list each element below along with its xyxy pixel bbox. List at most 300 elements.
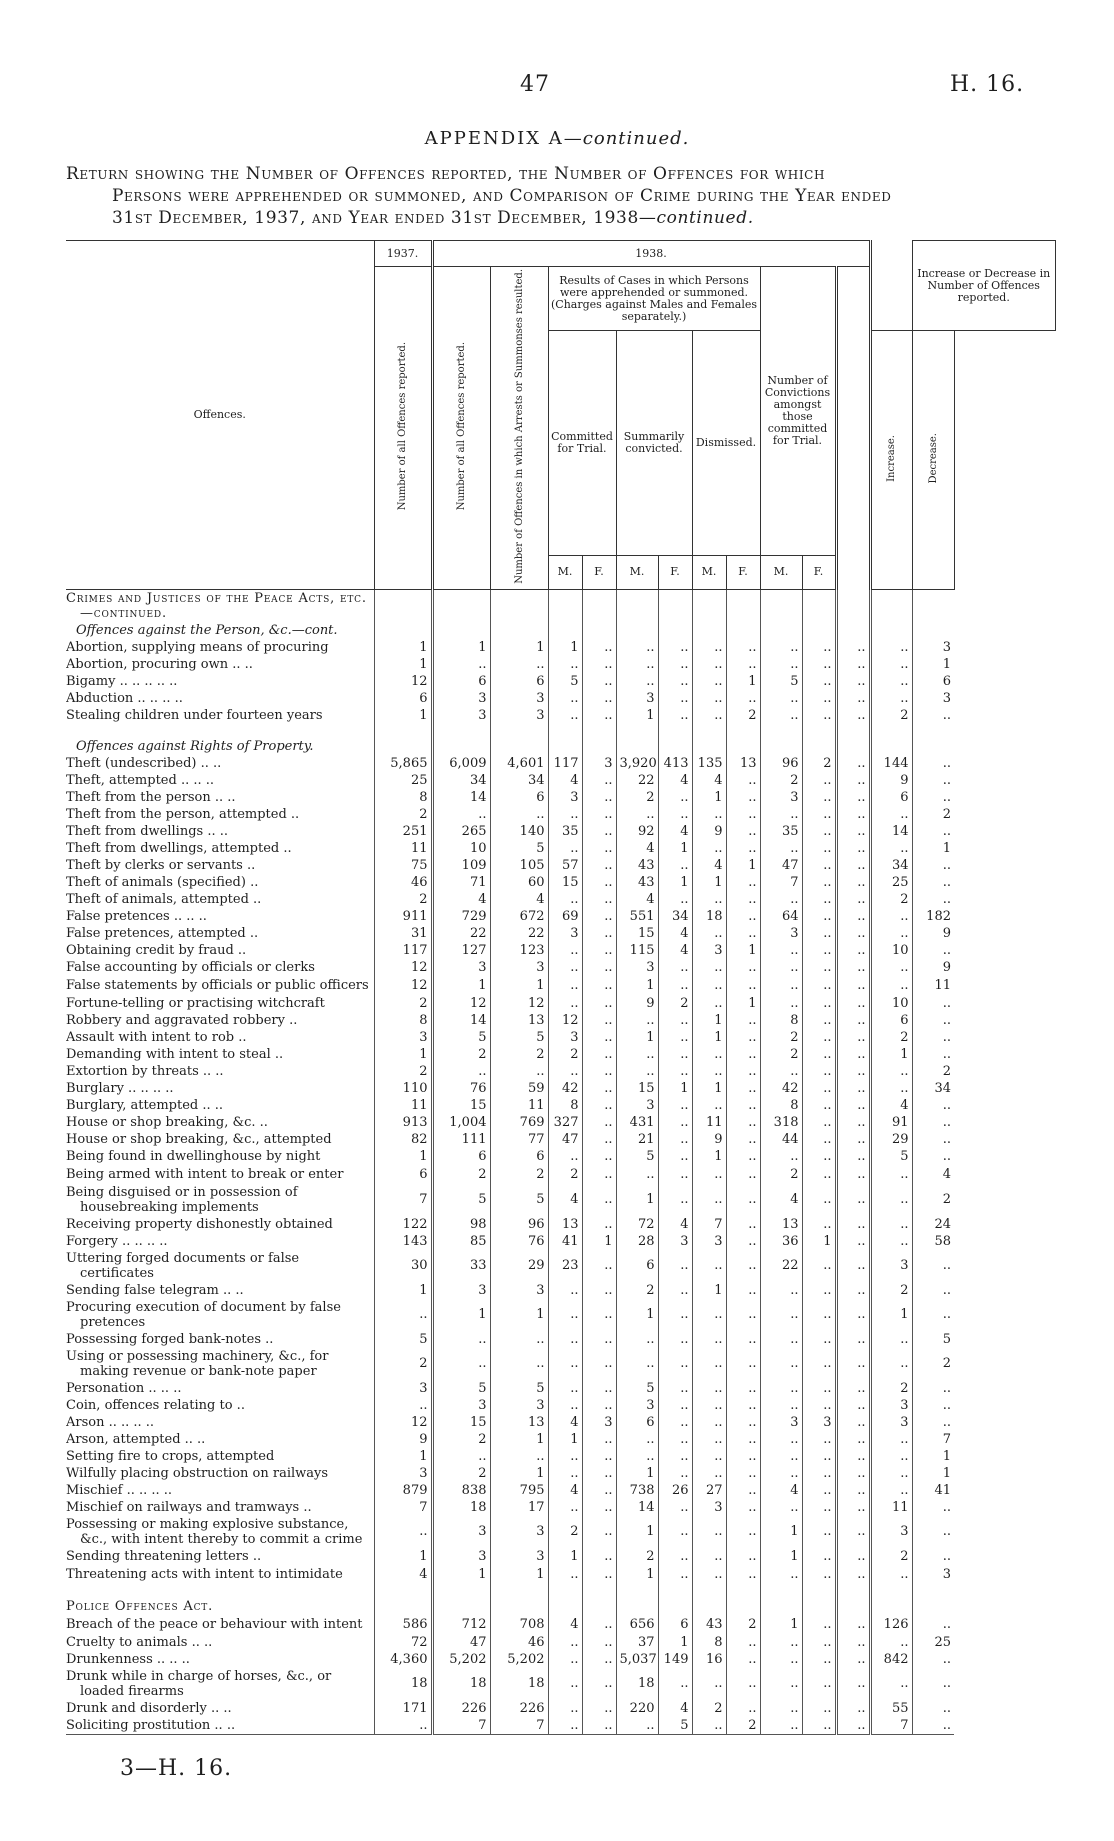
value-cell: ..	[658, 639, 692, 656]
table-row	[66, 1516, 1056, 1548]
value-cell: ..	[836, 976, 870, 995]
value-cell: 10	[870, 995, 912, 1012]
value-cell: ..	[658, 690, 692, 707]
value-cell: ..	[548, 891, 582, 908]
offence-label: Drunkenness .. .. ..	[66, 1651, 190, 1667]
value-cell: 8	[374, 1012, 432, 1029]
value-cell: 3	[616, 1397, 658, 1414]
table-row	[66, 959, 1056, 976]
table-row	[66, 789, 1056, 806]
value-cell: 4	[870, 1097, 912, 1114]
value-cell: ..	[582, 1448, 616, 1465]
value-cell: ..	[870, 1331, 912, 1348]
value-cell: ..	[836, 1499, 870, 1516]
value-cell: ..	[692, 891, 726, 908]
offence-label-text: False statements by officials or public officers	[66, 977, 369, 993]
value-cell	[692, 1598, 726, 1615]
value-cell: ..	[582, 1465, 616, 1482]
value-cell: ..	[726, 806, 760, 823]
value-cell: ..	[836, 789, 870, 806]
value-cell: ..	[658, 857, 692, 874]
value-cell: ..	[836, 1216, 870, 1233]
value-cell: 96	[490, 1216, 548, 1233]
offences-header: Offences.	[66, 241, 374, 590]
section-heading-row	[66, 589, 1056, 622]
value-cell: 12	[374, 976, 432, 995]
value-cell: ..	[692, 1331, 726, 1348]
value-cell: ..	[658, 1046, 692, 1063]
offence-label: Theft, attempted .. .. ..	[66, 772, 215, 788]
value-cell: 135	[692, 755, 726, 772]
table-row	[66, 1165, 1056, 1184]
value-cell	[490, 738, 548, 755]
value-cell: ..	[548, 707, 582, 724]
value-cell: ..	[760, 1299, 802, 1331]
table-row	[66, 1080, 1056, 1097]
caption-line-text: 31st December, 1937, and Year ended 31st December, 1938	[112, 208, 639, 228]
value-cell: 1	[490, 1431, 548, 1448]
value-cell: ..	[760, 1651, 802, 1668]
value-cell: 769	[490, 1114, 548, 1131]
convictions-header: Number of Convictions amongst those committed for Trial.	[760, 267, 836, 556]
value-cell: 1	[870, 1046, 912, 1063]
value-cell: 6	[616, 1250, 658, 1282]
value-cell: ..	[836, 1250, 870, 1282]
value-cell: 6	[870, 789, 912, 806]
value-cell: 44	[760, 1131, 802, 1148]
value-cell: 4,601	[490, 755, 548, 772]
offence-label: House or shop breaking, &c., attempted	[66, 1131, 332, 1147]
value-cell: 5	[490, 840, 548, 857]
value-cell: ..	[802, 1080, 836, 1097]
value-cell: ..	[802, 1165, 836, 1184]
value-cell: ..	[548, 1634, 582, 1651]
value-cell: 5	[432, 1380, 490, 1397]
value-cell: ..	[726, 690, 760, 707]
offence-label: Forgery .. .. .. ..	[66, 1233, 168, 1249]
value-cell: 2	[432, 1165, 490, 1184]
offence-label	[66, 1584, 374, 1598]
summarily-m-header: M.	[616, 555, 658, 589]
value-cell	[802, 724, 836, 738]
value-cell: 4	[432, 891, 490, 908]
value-cell: ..	[836, 1282, 870, 1299]
value-cell: ..	[870, 690, 912, 707]
value-cell: ..	[726, 1250, 760, 1282]
value-cell: ..	[658, 1499, 692, 1516]
value-cell: 14	[616, 1499, 658, 1516]
value-cell: 1	[432, 639, 490, 656]
value-cell: 72	[374, 1634, 432, 1651]
value-cell: ..	[616, 673, 658, 690]
value-cell: ..	[548, 959, 582, 976]
value-cell: ..	[912, 823, 954, 840]
value-cell: 4	[616, 891, 658, 908]
value-cell: ..	[616, 806, 658, 823]
dismissed-f-header: F.	[726, 555, 760, 589]
value-cell: ..	[912, 1131, 954, 1148]
value-cell: ..	[548, 1282, 582, 1299]
value-cell: 1	[726, 857, 760, 874]
value-cell: ..	[658, 1131, 692, 1148]
table-caption	[66, 163, 1056, 229]
value-cell: 1	[616, 1565, 658, 1584]
value-cell: 1	[692, 1282, 726, 1299]
value-cell: 1	[616, 976, 658, 995]
value-cell: 64	[760, 908, 802, 925]
value-cell: ..	[760, 1397, 802, 1414]
value-cell: 3	[432, 690, 490, 707]
value-cell: ..	[658, 789, 692, 806]
value-cell: ..	[582, 925, 616, 942]
value-cell: ..	[836, 1380, 870, 1397]
value-cell: ..	[374, 1717, 432, 1735]
value-cell: ..	[582, 1668, 616, 1700]
value-cell: ..	[548, 1348, 582, 1380]
value-cell: ..	[836, 942, 870, 959]
value-cell: 3	[490, 1548, 548, 1565]
value-cell: 1	[490, 1465, 548, 1482]
value-cell: 1	[658, 840, 692, 857]
value-cell: 43	[692, 1615, 726, 1634]
value-cell: 149	[658, 1651, 692, 1668]
value-cell: ..	[726, 772, 760, 789]
value-cell: 4	[760, 1184, 802, 1216]
value-cell: ..	[616, 1046, 658, 1063]
value-cell: 92	[616, 823, 658, 840]
value-cell: 2	[760, 772, 802, 789]
value-cell	[548, 1584, 582, 1598]
value-cell: 1	[726, 673, 760, 690]
value-cell: ..	[802, 1516, 836, 1548]
value-cell: 1	[658, 1634, 692, 1651]
value-cell: 913	[374, 1114, 432, 1131]
value-cell: ..	[374, 1516, 432, 1548]
value-cell: 127	[432, 942, 490, 959]
value-cell: 1	[374, 1148, 432, 1165]
value-cell: ..	[802, 1029, 836, 1046]
value-cell: ..	[836, 1717, 870, 1735]
value-cell: ..	[802, 1548, 836, 1565]
table-row	[66, 673, 1056, 690]
value-cell: ..	[726, 1165, 760, 1184]
value-cell: 265	[432, 823, 490, 840]
value-cell	[616, 589, 658, 622]
value-cell: ..	[582, 1397, 616, 1414]
value-cell: ..	[548, 1668, 582, 1700]
value-cell: 3	[760, 1414, 802, 1431]
value-cell	[760, 1584, 802, 1598]
value-cell: ..	[658, 1282, 692, 1299]
increase-text: Increase.	[886, 434, 897, 482]
offence-label: Burglary .. .. .. ..	[66, 1080, 174, 1096]
table-row	[66, 1548, 1056, 1565]
value-cell: 3	[870, 1414, 912, 1431]
value-cell: 3,920	[616, 755, 658, 772]
value-cell: 82	[374, 1131, 432, 1148]
value-cell: ..	[658, 1431, 692, 1448]
subsection-heading-row	[66, 738, 1056, 755]
table-row	[66, 1565, 1056, 1584]
value-cell: ..	[726, 1097, 760, 1114]
value-cell: ..	[582, 673, 616, 690]
value-cell: 2	[548, 1165, 582, 1184]
value-cell: 1	[374, 1282, 432, 1299]
value-cell: 1	[692, 874, 726, 891]
value-cell: 3	[616, 690, 658, 707]
offence-label	[66, 1348, 374, 1380]
offence-label: Receiving property dishonestly obtained	[66, 1216, 333, 1232]
value-cell: ..	[802, 806, 836, 823]
offence-label-text: Drunk while in charge of horses, &c., or loaded firearms	[66, 1668, 332, 1699]
value-cell: 1	[616, 1029, 658, 1046]
table-row	[66, 1233, 1056, 1250]
table-row	[66, 942, 1056, 959]
value-cell: ..	[726, 840, 760, 857]
value-cell: ..	[870, 1348, 912, 1380]
value-cell: 4	[658, 942, 692, 959]
value-cell: ..	[658, 673, 692, 690]
value-cell: 8	[760, 1097, 802, 1114]
table-row	[66, 1414, 1056, 1431]
value-cell: ..	[912, 1380, 954, 1397]
value-cell: 4	[374, 1565, 432, 1584]
value-cell: 1	[432, 1565, 490, 1584]
value-cell: ..	[692, 1250, 726, 1282]
value-cell: ..	[802, 874, 836, 891]
value-cell: ..	[658, 1465, 692, 1482]
value-cell: ..	[726, 1499, 760, 1516]
offence-label: Offences against Rights of Property.	[76, 738, 314, 754]
value-cell: ..	[912, 1516, 954, 1548]
value-cell: ..	[836, 639, 870, 656]
value-cell: ..	[582, 1299, 616, 1331]
value-cell: ..	[658, 1380, 692, 1397]
value-cell: 413	[658, 755, 692, 772]
value-cell: ..	[582, 891, 616, 908]
value-cell: 143	[374, 1233, 432, 1250]
value-cell: 111	[432, 1131, 490, 1148]
value-cell: ..	[582, 639, 616, 656]
value-cell: ..	[432, 1063, 490, 1080]
value-cell: ..	[616, 1448, 658, 1465]
value-cell: ..	[582, 789, 616, 806]
value-cell: 4	[548, 1482, 582, 1499]
offence-label: Abduction .. .. .. ..	[66, 690, 183, 706]
value-cell: ..	[870, 959, 912, 976]
value-cell	[582, 1598, 616, 1615]
offence-label-text: Threatening acts with intent to intimidate	[66, 1566, 343, 1582]
value-cell: ..	[490, 1331, 548, 1348]
value-cell	[582, 622, 616, 639]
offence-label: Arson, attempted .. ..	[66, 1431, 206, 1447]
offence-label: Theft from dwellings, attempted ..	[66, 840, 292, 856]
value-cell: ..	[912, 1148, 954, 1165]
appendix-title	[0, 128, 1114, 149]
value-cell: ..	[658, 1012, 692, 1029]
value-cell: 59	[490, 1080, 548, 1097]
value-cell: 5,037	[616, 1651, 658, 1668]
value-cell: ..	[582, 942, 616, 959]
value-cell: ..	[582, 1250, 616, 1282]
value-cell: 2	[692, 1700, 726, 1717]
value-cell: ..	[870, 908, 912, 925]
value-cell: ..	[802, 1465, 836, 1482]
value-cell: ..	[658, 806, 692, 823]
value-cell: 1	[802, 1233, 836, 1250]
value-cell: 2	[616, 789, 658, 806]
value-cell: 1	[658, 874, 692, 891]
value-cell: 1	[374, 1448, 432, 1465]
value-cell: 2	[760, 1029, 802, 1046]
value-cell: ..	[582, 1482, 616, 1499]
offences-return-table	[66, 240, 1056, 1735]
table-row	[66, 1615, 1056, 1634]
value-cell: ..	[582, 1184, 616, 1216]
value-cell: 3	[616, 1097, 658, 1114]
value-cell: ..	[692, 1380, 726, 1397]
value-cell: 15	[432, 1097, 490, 1114]
value-cell: ..	[616, 1431, 658, 1448]
value-cell: 16	[692, 1651, 726, 1668]
appendix-label: APPENDIX A	[424, 128, 564, 149]
value-cell: 4	[658, 1700, 692, 1717]
value-cell: ..	[836, 1131, 870, 1148]
value-cell	[582, 589, 616, 622]
value-cell: ..	[912, 789, 954, 806]
value-cell: ..	[726, 1046, 760, 1063]
value-cell: ..	[912, 995, 954, 1012]
value-cell	[760, 589, 802, 622]
value-cell: ..	[726, 1012, 760, 1029]
value-cell: ..	[692, 1046, 726, 1063]
table-row	[66, 976, 1056, 995]
value-cell: 22	[490, 925, 548, 942]
value-cell: 712	[432, 1615, 490, 1634]
offence-label	[66, 589, 374, 622]
value-cell: ..	[912, 1499, 954, 1516]
value-cell: 3	[870, 1397, 912, 1414]
value-cell: 1	[692, 1029, 726, 1046]
value-cell: ..	[912, 1114, 954, 1131]
value-cell: ..	[802, 1634, 836, 1651]
value-cell: ..	[870, 656, 912, 673]
value-cell: 6	[490, 673, 548, 690]
value-cell: 3	[432, 1282, 490, 1299]
value-cell: 34	[490, 772, 548, 789]
value-cell: 7	[760, 874, 802, 891]
value-cell: 2	[374, 1063, 432, 1080]
value-cell: 5	[870, 1148, 912, 1165]
value-cell: 6	[374, 690, 432, 707]
value-cell: ..	[582, 823, 616, 840]
value-cell: ..	[726, 1299, 760, 1331]
value-cell: 4	[912, 1165, 954, 1184]
value-cell: 2	[870, 1380, 912, 1397]
value-cell: ..	[760, 1431, 802, 1448]
value-cell	[374, 738, 432, 755]
value-cell: 3	[692, 1233, 726, 1250]
year-1937-header: 1937.	[374, 241, 432, 267]
value-cell: ..	[726, 1397, 760, 1414]
value-cell: 1	[374, 1046, 432, 1063]
value-cell: ..	[870, 1216, 912, 1233]
value-cell: 25	[912, 1634, 954, 1651]
value-cell: ..	[836, 1148, 870, 1165]
value-cell: ..	[802, 925, 836, 942]
value-cell: 9	[870, 772, 912, 789]
table-row	[66, 1717, 1056, 1735]
value-cell: ..	[726, 959, 760, 976]
value-cell: 5	[490, 1380, 548, 1397]
value-cell: ..	[912, 772, 954, 789]
value-cell: ..	[836, 995, 870, 1012]
value-cell: 5	[658, 1717, 692, 1735]
value-cell: 5	[432, 1184, 490, 1216]
value-cell	[912, 1598, 954, 1615]
value-cell	[432, 1598, 490, 1615]
value-cell: 6	[432, 1148, 490, 1165]
value-cell: 4	[692, 772, 726, 789]
offence-label: Theft from the person .. ..	[66, 789, 236, 805]
value-cell: 85	[432, 1233, 490, 1250]
value-cell: ..	[836, 1080, 870, 1097]
value-cell	[374, 1598, 432, 1615]
value-cell: ..	[836, 1668, 870, 1700]
value-cell: 11	[374, 840, 432, 857]
value-cell	[836, 1598, 870, 1615]
value-cell: ..	[658, 976, 692, 995]
value-cell: ..	[432, 656, 490, 673]
value-cell: ..	[658, 1299, 692, 1331]
value-cell: ..	[726, 1184, 760, 1216]
value-cell	[836, 724, 870, 738]
value-cell: ..	[870, 1448, 912, 1465]
value-cell: 1	[912, 1448, 954, 1465]
value-cell: ..	[836, 1431, 870, 1448]
offence-label-text: Breach of the peace or behaviour with intent	[66, 1616, 363, 1632]
value-cell: 3	[912, 1565, 954, 1584]
value-cell: 2	[432, 1046, 490, 1063]
value-cell: ..	[726, 874, 760, 891]
value-cell	[490, 1584, 548, 1598]
decrease-header	[912, 331, 954, 590]
value-cell: ..	[692, 959, 726, 976]
table-row	[66, 1651, 1056, 1668]
value-cell: ..	[432, 1331, 490, 1348]
table-row	[66, 1046, 1056, 1063]
appendix-continued: —continued.	[563, 128, 690, 149]
value-cell: ..	[870, 1431, 912, 1448]
value-cell: 3	[374, 1029, 432, 1046]
value-cell: ..	[582, 1029, 616, 1046]
convictions-m-header: M.	[760, 555, 802, 589]
value-cell: 23	[548, 1250, 582, 1282]
table-row	[66, 690, 1056, 707]
value-cell: ..	[726, 1414, 760, 1431]
value-cell: 2	[912, 1348, 954, 1380]
value-cell: 91	[870, 1114, 912, 1131]
value-cell	[658, 622, 692, 639]
value-cell: 2	[432, 1431, 490, 1448]
value-cell: 3	[760, 925, 802, 942]
value-cell	[432, 622, 490, 639]
value-cell: ..	[912, 1046, 954, 1063]
value-cell: 1	[548, 1431, 582, 1448]
value-cell: 2	[760, 1046, 802, 1063]
value-cell: 4	[658, 772, 692, 789]
value-cell: ..	[836, 1233, 870, 1250]
